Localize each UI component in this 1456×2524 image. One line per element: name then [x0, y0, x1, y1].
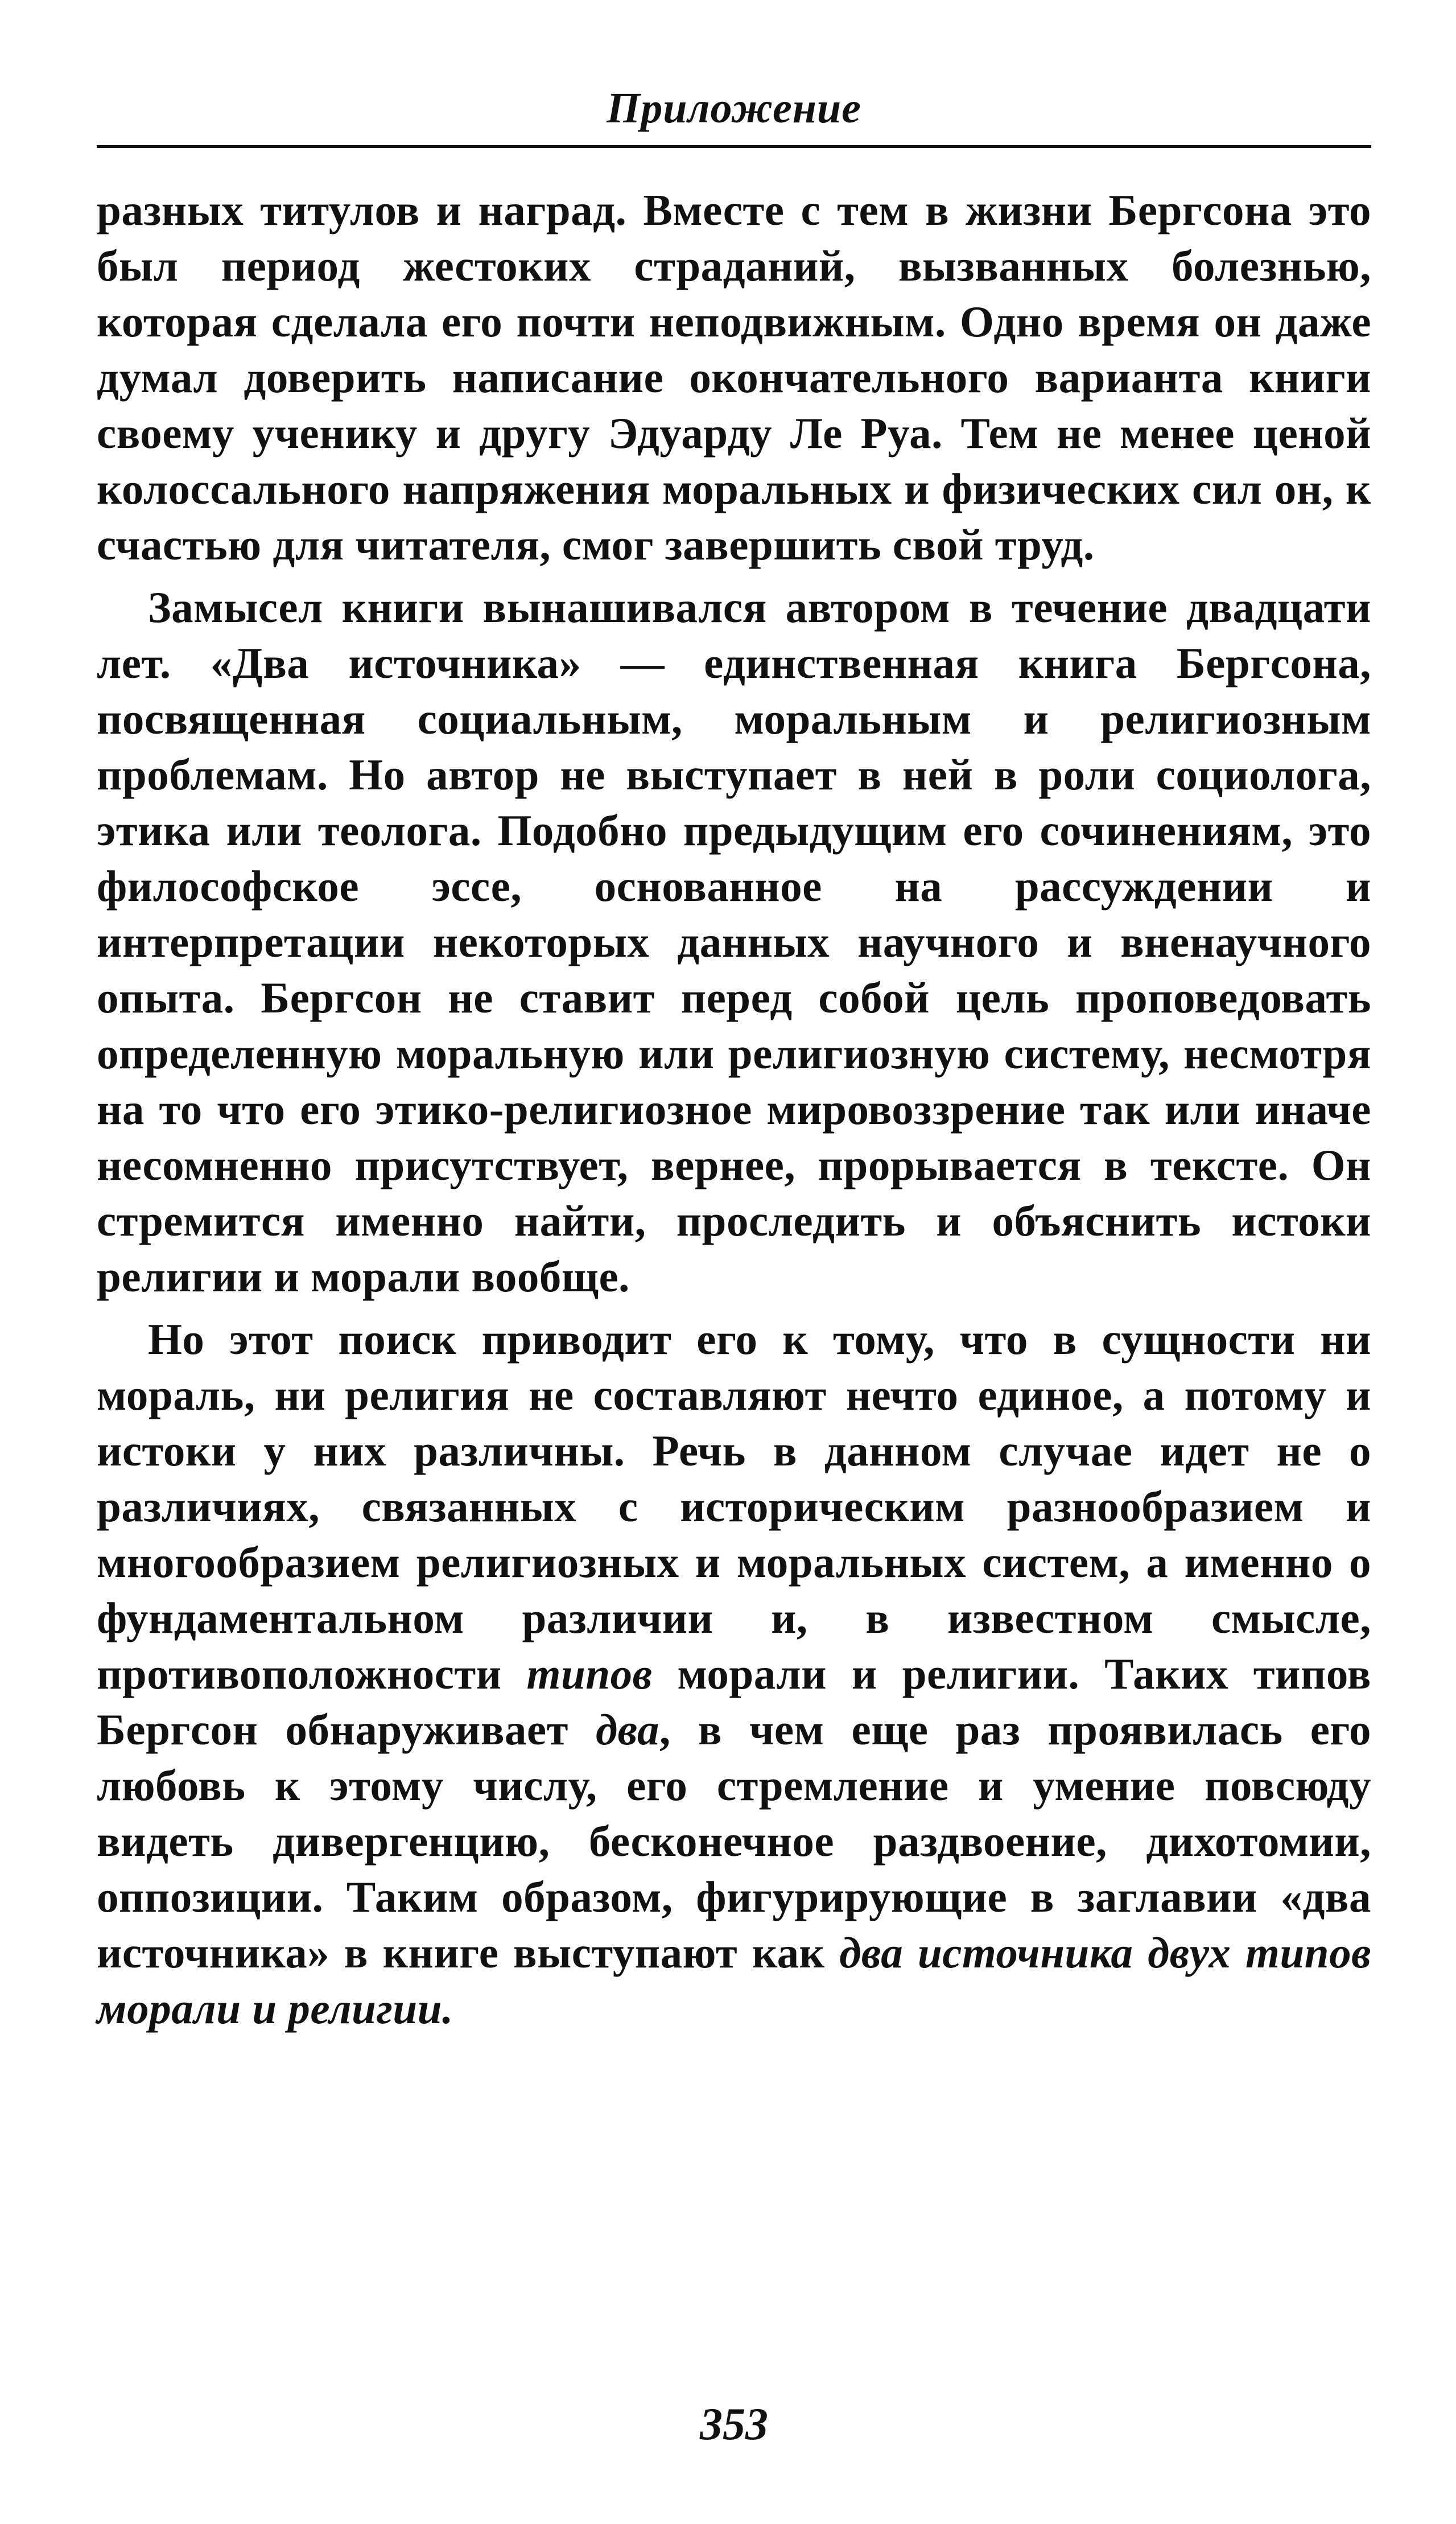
- italic-run: типов: [526, 1649, 653, 1698]
- text-run: морали и религии. Таких типов Бергсон обнаруживает: [97, 1649, 1371, 1754]
- body-text: [97, 182, 1371, 2036]
- text-run: , в чем еще раз проявилась его любовь к этому числу, его стремление и умение повсюду видеть дивергенцию, бесконечное раздвоение, дихотомии, оппозиции. Таким образом, фигурирующие в заглавии «два источника» в книге выступают как: [97, 1705, 1371, 1977]
- running-head: Приложение: [607, 84, 861, 132]
- italic-run: два: [595, 1705, 660, 1754]
- italic-run: два источника двух типов морали и религии.: [97, 1928, 1371, 2033]
- text-run: Замысел книги вынашивался автором в течение двадцати лет. «Два источника» — единственная книга Бергсона, посвященная социальным, моральным и религиозным проблемам. Но автор не выступает в ней в роли социолога, этика или теолога. Подобно предыдущим его сочинениям, это философское эссе, основанное на рассуждении и интерпретации некоторых данных научного и вненаучного опыта. Бергсон не ставит перед собой цель проповедовать определенную моральную или религиозную систему, несмотря на то что его этико-религиозное мировоззрение так или иначе несомненно присутствует, вернее, прорывается в тексте. Он стремится именно найти, проследить и объяснить истоки религии и морали вообще.: [97, 583, 1371, 1301]
- paragraph-2: [97, 579, 1371, 1304]
- page-number: 353: [700, 2399, 768, 2449]
- text-run: Но этот поиск приводит его к тому, что в сущности ни мораль, ни религия не составляют нечто единое, а потому и истоки у них различны. Речь в данном случае идет не о различиях, связанных с историческим разнообразием и многообразием религиозных и моральных систем, а именно о фундаментальном различии и, в известном смысле, противоположности: [97, 1315, 1371, 1698]
- header-rule: [97, 145, 1371, 148]
- paragraph-1: [97, 182, 1371, 573]
- text-run: разных титулов и наград. Вместе с тем в жизни Бергсона это был период жестоких страданий, вызванных болезнью, которая сделала его почти неподвижным. Одно время он даже думал доверить написание окончательного варианта книги своему ученику и другу Эдуарду Ле Руа. Тем не менее ценой колоссального напряжения моральных и физических сил он, к счастью для читателя, смог завершить свой труд.: [97, 186, 1371, 569]
- paragraph-3: [97, 1311, 1371, 2036]
